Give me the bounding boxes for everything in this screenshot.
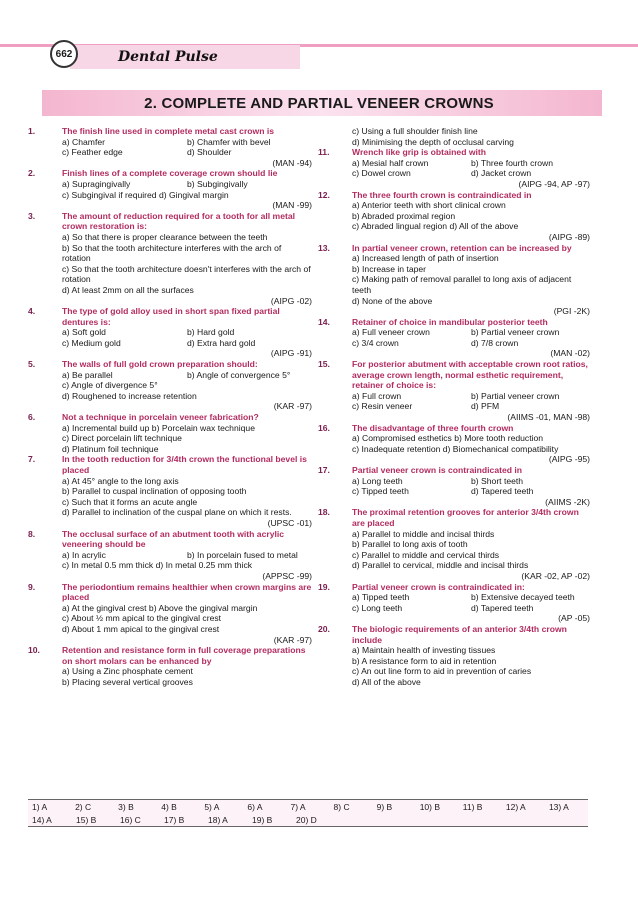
question-text: For posterior abutment with acceptable crown root ratios, average crown length, normal esthetic requirement, retainer of choice is: [352, 359, 588, 391]
question-source: (PGI -2K) [553, 306, 590, 317]
question-source: (AIPG -02) [270, 295, 312, 306]
option: a) Soft gold [62, 327, 106, 338]
question-number: 3. [28, 210, 36, 221]
option-row [352, 550, 590, 561]
question [28, 645, 312, 687]
option-row [352, 560, 590, 571]
question-text: The finish line used in complete metal cast crown is [62, 126, 275, 136]
answer-cell: 12) A [505, 801, 526, 812]
option-row [62, 327, 312, 338]
option: b) Partial veneer crown [471, 327, 560, 338]
option: c) Such that it forms an acute angle [62, 496, 198, 507]
question [28, 412, 312, 454]
option: b) Partial veneer crown [471, 390, 560, 401]
question-number: 10. [28, 645, 40, 656]
question-text: Retainer of choice in mandibular posterior teeth [352, 316, 548, 327]
question-number: 17. [318, 465, 330, 475]
question [318, 190, 590, 243]
options [318, 592, 590, 613]
option: c) So that the tooth architecture doesn't interferes with the arch of rotation [62, 263, 311, 285]
answer-cell: 20) D [296, 814, 317, 825]
question-number: 13. [318, 242, 330, 253]
question [28, 168, 312, 210]
option: c) Inadequate retention d) Biomechanical compatibility [352, 443, 559, 454]
option-row [62, 666, 312, 677]
option: b) Angle of convergence 5° [187, 369, 291, 380]
question-number: 16. [318, 422, 330, 433]
option-row [62, 677, 312, 688]
options [318, 158, 590, 179]
question-number: 20. [318, 623, 330, 634]
answer-cell: 18) A [208, 814, 228, 825]
answer-cell: 19) B [252, 814, 273, 825]
option: d) Roughened to increase retention [62, 390, 197, 401]
question [318, 582, 590, 624]
option: c) Direct porcelain lift technique [62, 433, 182, 444]
question [318, 147, 590, 189]
question-source: (MAN -94) [272, 157, 312, 168]
question-source: (APPSC -99) [262, 570, 312, 581]
option: d) About 1 mm apical to the gingival crest [62, 623, 220, 634]
option-row [62, 486, 312, 497]
option: c) Abraded lingual region d) All of the above [352, 221, 519, 232]
option: d) 7/8 crown [471, 337, 519, 348]
question [318, 624, 590, 688]
option: a) In acrylic [62, 549, 106, 560]
question-head [318, 465, 590, 476]
question-number: 11. [318, 147, 330, 158]
option: a) Mesial half crown [352, 157, 429, 168]
question-text: The three fourth crown is contraindicated in [352, 189, 532, 200]
option: c) Subgingival if required d) Gingival margin [62, 189, 229, 200]
option-row [352, 200, 590, 211]
option-row [352, 603, 590, 614]
chapter-title: 2. COMPLETE AND PARTIAL VENEER CROWNS [144, 95, 494, 112]
question-source: (KAR -97) [273, 401, 312, 412]
answer-cell: 6) A [247, 801, 263, 812]
question-number: 1. [28, 126, 36, 136]
answer-cell: 16) C [120, 814, 141, 825]
question [28, 454, 312, 528]
question [318, 243, 590, 317]
option-row [352, 656, 590, 667]
option: c) Parallel to middle and cervical thirds [352, 549, 500, 560]
option: c) Making path of removal parallel to long axis of adjacent teeth [352, 274, 572, 295]
option: a) Tipped teeth [352, 592, 410, 603]
option: c) Feather edge [62, 147, 123, 158]
options [28, 666, 312, 687]
option-row [352, 137, 590, 148]
option: a) Be parallel [62, 369, 113, 380]
option: b) Subgingivally [187, 178, 248, 189]
question-source: (MAN -99) [272, 200, 312, 211]
option: d) None of the above [352, 295, 433, 306]
option-row [352, 433, 590, 444]
answer-cell: 5) A [204, 801, 220, 812]
option: d) Extra hard gold [187, 337, 256, 348]
answer-cell: 11) B [462, 801, 483, 812]
question-text: Retention and resistance form in full coverage preparations on short molars can be enhanced by [62, 645, 306, 666]
option: d) Parallel to cervical, middle and incisal thirds [352, 560, 529, 571]
option-row [352, 274, 590, 295]
answer-row [28, 813, 588, 826]
option: a) Chamfer [62, 136, 105, 147]
option-row [62, 423, 312, 434]
question [318, 423, 590, 465]
question-head [28, 168, 312, 179]
option: c) In metal 0.5 mm thick d) In metal 0.25 mm thick [62, 560, 253, 571]
option: d) Shoulder [187, 147, 232, 158]
question-text: The biologic requirements of an anterior 3/4th crown include [352, 623, 567, 645]
question-head [318, 190, 590, 201]
option: b) A resistance form to aid in retention [352, 655, 497, 666]
option-row [62, 147, 312, 158]
question-head [318, 147, 590, 158]
question-source: (AIPG -95) [548, 454, 590, 465]
options [28, 550, 312, 571]
answer-key [28, 799, 588, 827]
option-row [352, 444, 590, 455]
option-row [62, 444, 312, 455]
answer-row [28, 800, 588, 813]
answer-cell: 13) A [548, 801, 569, 812]
question-number: 15. [318, 359, 330, 370]
question [318, 465, 590, 507]
question-head [318, 359, 590, 391]
option-row [62, 497, 312, 508]
question-source: (AIPG -94, AP -97) [518, 178, 590, 189]
option: c) Long teeth [352, 602, 403, 613]
option: a) Increased length of path of insertion [352, 253, 499, 264]
question-text: Not a technique in porcelain veneer fabrication? [62, 412, 259, 423]
options [28, 327, 312, 348]
option: a) Full crown [352, 390, 402, 401]
question-source: (AIIMS -2K) [545, 496, 590, 507]
option-row [352, 666, 590, 677]
answer-cell: 14) A [32, 814, 52, 825]
question-head [28, 211, 312, 232]
option: a) Compromised esthetics b) More tooth reduction [352, 433, 544, 444]
question-source: (KAR -02, AP -02) [521, 570, 590, 581]
question-text: The type of gold alloy used in short span fixed partial dentures is: [62, 306, 280, 327]
answer-cell: 3) B [118, 801, 134, 812]
option-row [62, 507, 312, 518]
option: a) Incremental build up b) Porcelain wax technique [62, 422, 255, 433]
option-row [352, 253, 590, 264]
option-row [352, 401, 590, 412]
question-source: (MAN -02) [550, 348, 590, 359]
option: c) An out line form to aid in prevention of caries [352, 666, 532, 677]
question-number: 7. [28, 454, 36, 465]
answer-cell: 8) C [333, 801, 350, 812]
option-row [352, 592, 590, 603]
answer-cell: 15) B [76, 814, 97, 825]
question-text: The walls of full gold crown preparation should: [62, 359, 258, 370]
option: d) Tapered teeth [471, 602, 534, 613]
option: b) Three fourth crown [471, 157, 553, 168]
question-text: In partial veneer crown, retention can be increased by [352, 242, 572, 253]
option: b) Extensive decayed teeth [471, 592, 575, 603]
option-row [62, 603, 312, 614]
question-source: (AIIMS -01, MAN -98) [507, 412, 590, 423]
option: b) Placing several vertical grooves [62, 676, 193, 687]
options [28, 476, 312, 518]
question [318, 317, 590, 359]
question-head [28, 582, 312, 603]
question-text: Finish lines of a complete coverage crown should lie [62, 168, 278, 179]
option-row [352, 391, 590, 402]
option: d) Minimising the depth of occlusal carving [352, 136, 514, 147]
option-row [62, 137, 312, 148]
page-footer [0, 860, 638, 902]
option-row [352, 645, 590, 656]
question [28, 126, 312, 168]
question-text: In the tooth reduction for 3/4th crown the functional bevel is placed [62, 454, 307, 475]
question-number: 14. [318, 316, 330, 327]
question-text: Partial veneer crown is contraindicated in [352, 465, 523, 475]
options [318, 200, 590, 232]
option-row [352, 486, 590, 497]
option: a) Long teeth [352, 475, 403, 486]
option-row [352, 126, 590, 137]
question-number: 12. [318, 189, 330, 200]
option-row [62, 560, 312, 571]
option: a) Full veneer crown [352, 327, 430, 338]
answer-cell: 10) B [419, 801, 441, 812]
question-text: Partial veneer crown is contraindicated in: [352, 581, 525, 592]
question-head [318, 423, 590, 434]
answer-cell: 7) A [290, 801, 306, 812]
option: c) Using a full shoulder finish line [352, 126, 478, 136]
options [318, 391, 590, 412]
option: c) Dowel crown [352, 168, 411, 179]
option: c) Resin veneer [352, 401, 413, 412]
question-text: The disadvantage of three fourth crown [352, 422, 514, 433]
question-head [28, 645, 312, 666]
question [318, 126, 590, 147]
question-number: 6. [28, 412, 36, 423]
options [318, 253, 590, 306]
option-row [352, 338, 590, 349]
options [318, 126, 590, 147]
option-row [62, 338, 312, 349]
answer-cell: 9) B [376, 801, 393, 812]
question-number: 19. [318, 581, 330, 592]
question-number: 18. [318, 507, 330, 518]
option-row [62, 190, 312, 201]
question-head [318, 582, 590, 593]
option: d) All of the above [352, 676, 421, 687]
question [28, 211, 312, 306]
question-source: (AP -05) [558, 613, 590, 624]
right-column [318, 126, 590, 687]
left-column [28, 126, 312, 687]
option: b) Parallel to cuspal inclination of opposing tooth [62, 486, 247, 497]
option-row [62, 232, 312, 243]
option-row [352, 221, 590, 232]
question-head [318, 507, 590, 528]
option: b) Chamfer with bevel [187, 136, 271, 147]
option: d) Jacket crown [471, 168, 532, 179]
question-text: The proximal retention grooves for anterior 3/4th crown are placed [352, 507, 579, 528]
option: b) Increase in taper [352, 263, 427, 274]
option-row [62, 613, 312, 624]
options [318, 433, 590, 454]
options [28, 603, 312, 635]
option-row [62, 179, 312, 190]
question-source: (AIPG -91) [270, 348, 312, 359]
question-number: 8. [28, 528, 36, 539]
option: a) So that there is proper clearance between the teeth [62, 231, 268, 242]
option: a) Supragingivally [62, 178, 131, 189]
question-source: (UPSC -01) [267, 517, 312, 528]
option-row [62, 264, 312, 285]
option-row [352, 327, 590, 338]
answer-cell: 17) B [164, 814, 185, 825]
option: c) About ½ mm apical to the gingival crest [62, 613, 222, 624]
page-number: 662 [50, 40, 78, 68]
option-row [62, 550, 312, 561]
question-text: The periodontium remains healthier when crown margins are placed [62, 581, 312, 603]
option: a) At the gingival crest b) Above the gingival margin [62, 602, 258, 613]
option: b) Hard gold [187, 327, 235, 338]
option-row [62, 624, 312, 635]
question-head [318, 624, 590, 645]
question-number: 2. [28, 168, 36, 179]
options [318, 327, 590, 348]
answer-cell: 4) B [161, 801, 177, 812]
question-text: The amount of reduction required for a tooth for all metal crown restoration is: [62, 210, 295, 232]
question-head [28, 529, 312, 550]
options [28, 423, 312, 455]
option-row [62, 476, 312, 487]
option: b) In porcelain fused to metal [187, 549, 298, 560]
option: c) Angle of divergence 5° [62, 380, 158, 391]
question-head [28, 126, 312, 137]
options [318, 476, 590, 497]
option: a) Anterior teeth with short clinical crown [352, 200, 506, 211]
option: a) Parallel to middle and incisal thirds [352, 528, 495, 539]
question-number: 4. [28, 306, 36, 317]
options [28, 370, 312, 402]
option-row [352, 539, 590, 550]
question [318, 359, 590, 423]
option: b) So that the tooth architecture interferes with the arch of rotation [62, 242, 282, 264]
question [28, 306, 312, 359]
question-number: 5. [28, 359, 36, 370]
option: c) Tipped teeth [352, 486, 409, 497]
options [28, 179, 312, 200]
question-head [318, 243, 590, 254]
option-row [62, 391, 312, 402]
options [318, 529, 590, 571]
options [318, 645, 590, 687]
option: a) At 45° angle to the long axis [62, 475, 179, 486]
option-row [352, 296, 590, 307]
question-head [28, 306, 312, 327]
option-row [352, 677, 590, 688]
option-row [352, 529, 590, 540]
question [28, 582, 312, 646]
question-text: The occlusal surface of an abutment tooth with acrylic veneering should be [62, 528, 285, 550]
question-text: Wrench like grip is obtained with [352, 147, 487, 158]
option-row [352, 476, 590, 487]
option: b) Short teeth [471, 475, 524, 486]
question-head [28, 412, 312, 423]
answer-cell: 1) A [32, 801, 48, 812]
option-row [62, 243, 312, 264]
question-head [28, 454, 312, 475]
question-head [28, 359, 312, 370]
options [28, 137, 312, 158]
option: d) Tapered teeth [471, 486, 534, 497]
question [318, 507, 590, 581]
question-source: (AIPG -89) [548, 231, 590, 242]
question-source: (KAR -97) [273, 634, 312, 645]
option: b) Abraded proximal region [352, 210, 456, 221]
option: d) Platinum foil technique [62, 443, 159, 454]
option-row [62, 380, 312, 391]
option: c) Medium gold [62, 337, 121, 348]
brand-title: Dental Pulse [118, 49, 218, 65]
question [28, 529, 312, 582]
option: a) Using a Zinc phosphate cement [62, 666, 193, 677]
option-row [352, 264, 590, 275]
question-number: 9. [28, 581, 36, 592]
option: d) PFM [471, 401, 500, 412]
option: d) At least 2mm on all the surfaces [62, 284, 194, 295]
question [28, 359, 312, 412]
option: a) Maintain health of investing tissues [352, 645, 496, 656]
option-row [62, 285, 312, 296]
option-row [352, 211, 590, 222]
option: b) Parallel to long axis of tooth [352, 539, 468, 550]
option-row [352, 168, 590, 179]
question-head [318, 317, 590, 328]
option-row [352, 158, 590, 169]
answer-cell: 2) C [75, 801, 92, 812]
option-row [62, 433, 312, 444]
option: d) Parallel to inclination of the cuspal plane on which it rests. [62, 507, 292, 518]
options [28, 232, 312, 296]
option: c) 3/4 crown [352, 337, 399, 348]
option-row [62, 370, 312, 381]
